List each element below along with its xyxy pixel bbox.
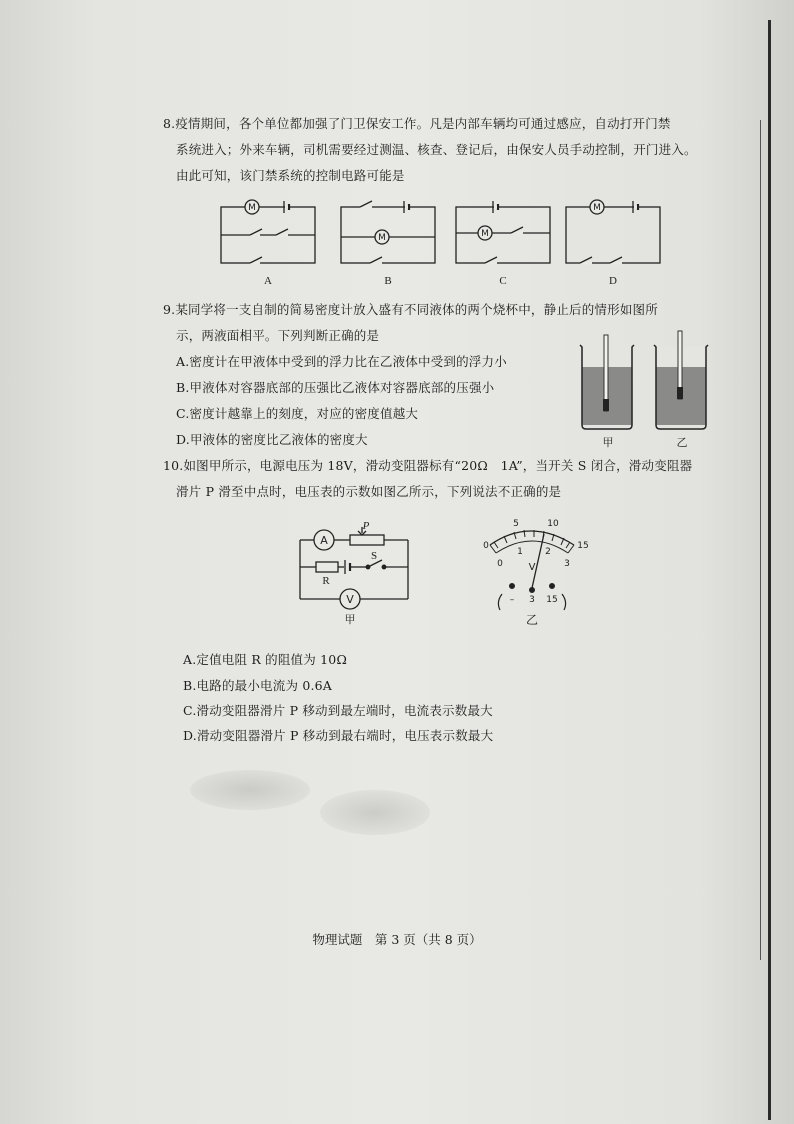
dial-lower-tick-3: 3 bbox=[564, 559, 570, 569]
q10-choice-c: C.滑动变阻器滑片 P 移动到最左端时，电流表示数最大 bbox=[183, 703, 493, 718]
q9-choice-a: A.密度计在甲液体中受到的浮力比在乙液体中受到的浮力小 bbox=[176, 354, 507, 369]
dial-unit: V bbox=[528, 562, 536, 573]
page-footer: 物理试题 第 3 页（共 8 页） bbox=[312, 932, 482, 947]
resistor-label: R bbox=[322, 575, 330, 587]
q9-choice-c: C.密度计越靠上的刻度，对应的密度值越大 bbox=[176, 406, 419, 421]
scan-smudge bbox=[190, 770, 310, 810]
circuit-option-b bbox=[341, 201, 435, 263]
option-label-b: B bbox=[384, 275, 392, 287]
motor-symbol-a: M bbox=[248, 203, 256, 213]
q8-text-line3: 由此可知，该门禁系统的控制电路可能是 bbox=[176, 168, 405, 183]
beaker-label-jia: 甲 bbox=[602, 436, 614, 449]
q10-choice-b: B.电路的最小电流为 0.6A bbox=[183, 678, 333, 693]
q9-beakers-figure bbox=[570, 325, 715, 450]
q9-choice-d: D.甲液体的密度比乙液体的密度大 bbox=[176, 432, 368, 447]
dial-caption: 乙 bbox=[525, 613, 539, 627]
q10-text-line2: 滑片 P 滑至中点时，电压表的示数如图乙所示，下列说法不正确的是 bbox=[176, 484, 562, 499]
option-label-a: A bbox=[264, 275, 272, 287]
dial-lower-tick-0: 0 bbox=[497, 559, 503, 569]
circuit-option-c bbox=[456, 201, 550, 263]
terminal-negative: – bbox=[509, 595, 515, 605]
q9-choice-b: B.甲液体对容器底部的压强比乙液体对容器底部的压强小 bbox=[176, 380, 495, 395]
scan-edge-line bbox=[760, 120, 761, 960]
option-label-c: C bbox=[499, 275, 507, 287]
circuit-option-a bbox=[221, 200, 315, 263]
switch-label: S bbox=[370, 550, 378, 562]
dial-upper-tick-5: 5 bbox=[513, 519, 519, 529]
motor-symbol-b: M bbox=[378, 233, 386, 243]
q9-text-line1: 9.某同学将一支自制的简易密度计放入盛有不同液体的两个烧杯中，静止后的情形如图所 bbox=[163, 302, 658, 317]
option-label-d: D bbox=[609, 275, 617, 287]
q10-choice-d: D.滑动变阻器滑片 P 移动到最右端时，电压表示数最大 bbox=[183, 728, 494, 743]
q10-circuit-jia bbox=[290, 515, 420, 630]
motor-symbol-c: M bbox=[481, 229, 489, 239]
scan-edge-shadow bbox=[768, 20, 771, 1120]
slider-label: P bbox=[362, 520, 370, 532]
terminal-3: 3 bbox=[529, 595, 535, 605]
terminal-15: 15 bbox=[546, 595, 558, 605]
beaker-yi bbox=[654, 331, 708, 429]
circuit-option-d bbox=[566, 200, 660, 263]
dial-lower-tick-2: 2 bbox=[545, 547, 551, 557]
scan-smudge bbox=[320, 790, 430, 835]
q8-circuit-options bbox=[210, 195, 670, 290]
q10-choice-a: A.定值电阻 R 的阻值为 10Ω bbox=[183, 652, 348, 667]
q10-voltmeter-dial bbox=[470, 512, 600, 630]
q8-text-line1: 8.疫情期间，各个单位都加强了门卫保安工作。凡是内部车辆均可通过感应，自动打开门禁 bbox=[163, 116, 671, 131]
q8-text-line2: 系统进入；外来车辆，司机需要经过测温、核查、登记后，由保安人员手动控制，开门进入。 bbox=[176, 142, 697, 157]
dial-lower-tick-1: 1 bbox=[517, 547, 523, 557]
dial-upper-tick-10: 10 bbox=[547, 519, 559, 529]
voltmeter-label: V bbox=[346, 593, 354, 606]
circuit-caption: 甲 bbox=[344, 613, 356, 626]
ammeter-label: A bbox=[320, 534, 328, 547]
beaker-label-yi: 乙 bbox=[676, 436, 688, 449]
beaker-jia bbox=[580, 335, 634, 429]
q10-text-line1: 10.如图甲所示，电源电压为 18V，滑动变阻器标有“20Ω 1A”，当开关 S 闭合，滑动变阻器 bbox=[163, 458, 693, 473]
q9-text-line2: 示，两液面相平。下列判断正确的是 bbox=[176, 328, 380, 343]
motor-symbol-d: M bbox=[593, 203, 601, 213]
dial-upper-tick-0: 0 bbox=[483, 541, 489, 551]
dial-upper-tick-15: 15 bbox=[577, 541, 589, 551]
